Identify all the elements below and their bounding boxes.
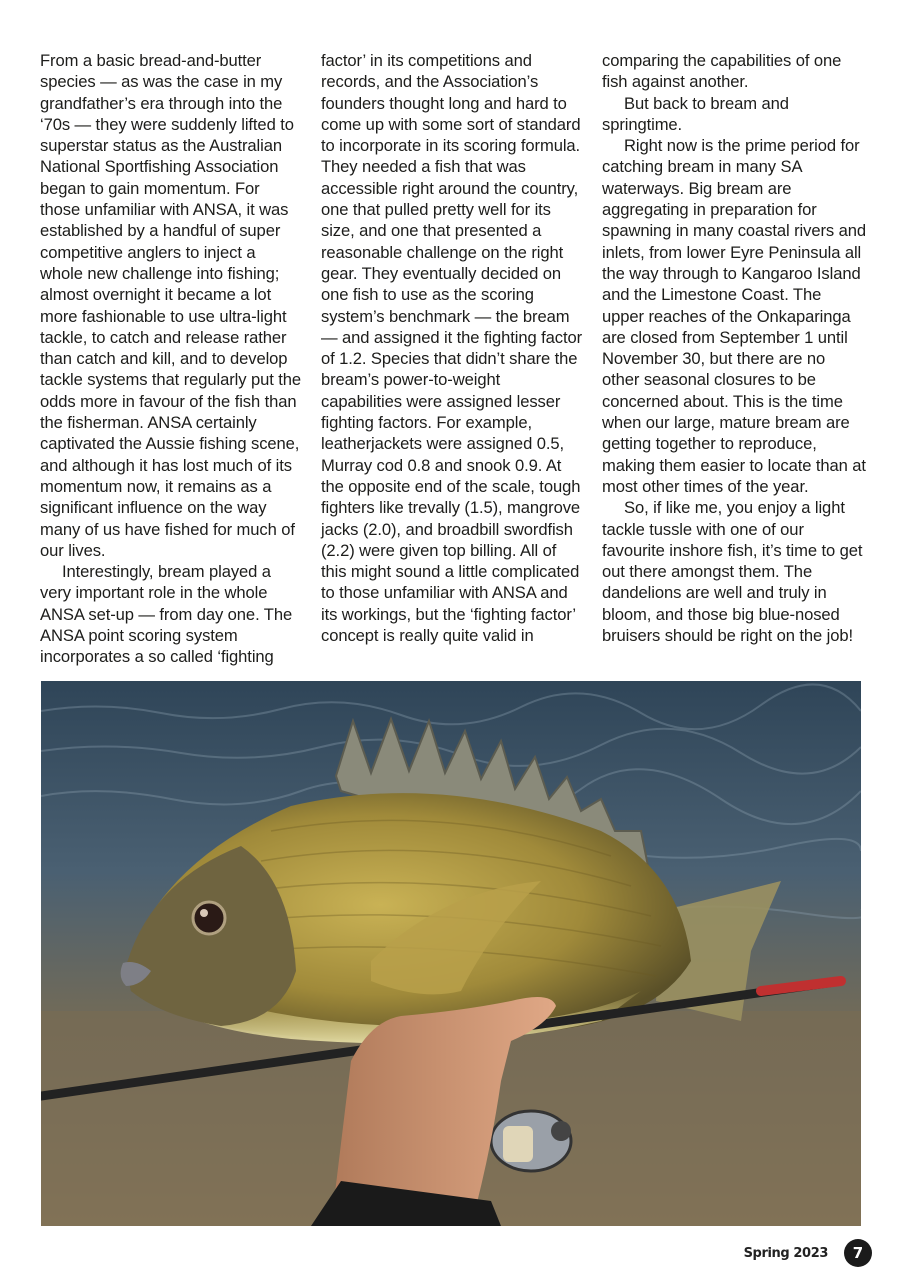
paragraph: factor’ in its competitions and records, and the Association’s founders thought long and hard to come up with some sort of standard to incorporate in its scoring formula. They needed a fish that was accessible right around the country, one that pulled pretty well for its size, and one that presented a reasonable challenge on the right gear. They eventually decided on one fish to use as the scoring system’s benchmark — the bream — and assigned it the fighting factor of 1.2. Species that didn’t share the bream’s power-to-weight capabilities were assigned lesser fighting factors. For example, leatherjackets were assigned 0.5, Murray cod 0.8 and snook 0.9. At the opposite end of the scale, tough fighters like trevally (1.5), mangrove jacks (2.0), and broadbill swordfish (2.2) were given top billing. All of this might sound a little complicated to those unfamiliar with ANSA and its workings, but the ‘fighting factor’ concept is really quite valid in [321,51,583,646]
paragraph: Right now is the prime period for catching bream in many SA waterways. Big bream are aggregating in preparation for spawning in many coastal rivers and inlets, from lower Eyre Peninsula all the way through to Kangaroo Island and the Limestone Coast. The upper reaches of the Onkaparinga are closed from September 1 until November 30, but there are no other seasonal closures to be concerned about. This is the time when our large, mature bream are getting together to reproduce, making them easier to locate than at most other times of the year. [602,136,866,496]
paragraph: Interestingly, bream played a very important role in the whole ANSA set-up — from day one. The ANSA point scoring system incorporates a so called ‘fighting [40,562,293,667]
paragraph: From a basic bread-and-butter species — as was the case in my grandfather’s era through into the ‘70s — they were suddenly lifted to superstar status as the Australian National Sportfishing Association began to gain momentum. For those unfamiliar with ANSA, it was established by a handful of super competitive anglers to inject a whole new challenge into fishing; almost overnight it became a lot more fashionable to use ultra-light tackle, to catch and release rather than catch and kill, and to develop tackle systems that regularly put the odds more in favour of the fish than the fisherman. ANSA certainly captivated the Aussie fishing scene, and although it has lost much of its momentum now, it remains as a significant influence on the way many of us have fished for much of our lives. [40,51,301,560]
text-column-2 [321,50,583,646]
article-body [40,50,866,670]
issue-label: Spring 2023 [743,1246,828,1261]
fish-eye [193,902,225,934]
page-number: 7 [844,1239,872,1267]
fishing-reel [491,1111,571,1171]
paragraph: So, if like me, you enjoy a light tackle tussle with one of our favourite inshore fish, it’s time to get out there amongst them. The dandelions are well and truly in bloom, and those big blue-nosed bruisers should be right on the job! [602,498,863,646]
paragraph: comparing the capabilities of one fish against another. [602,51,842,92]
paragraph: But back to bream and springtime. [602,93,789,134]
bream-photo [41,681,861,1226]
text-column-1 [40,50,302,668]
text-column-3 [602,50,866,646]
